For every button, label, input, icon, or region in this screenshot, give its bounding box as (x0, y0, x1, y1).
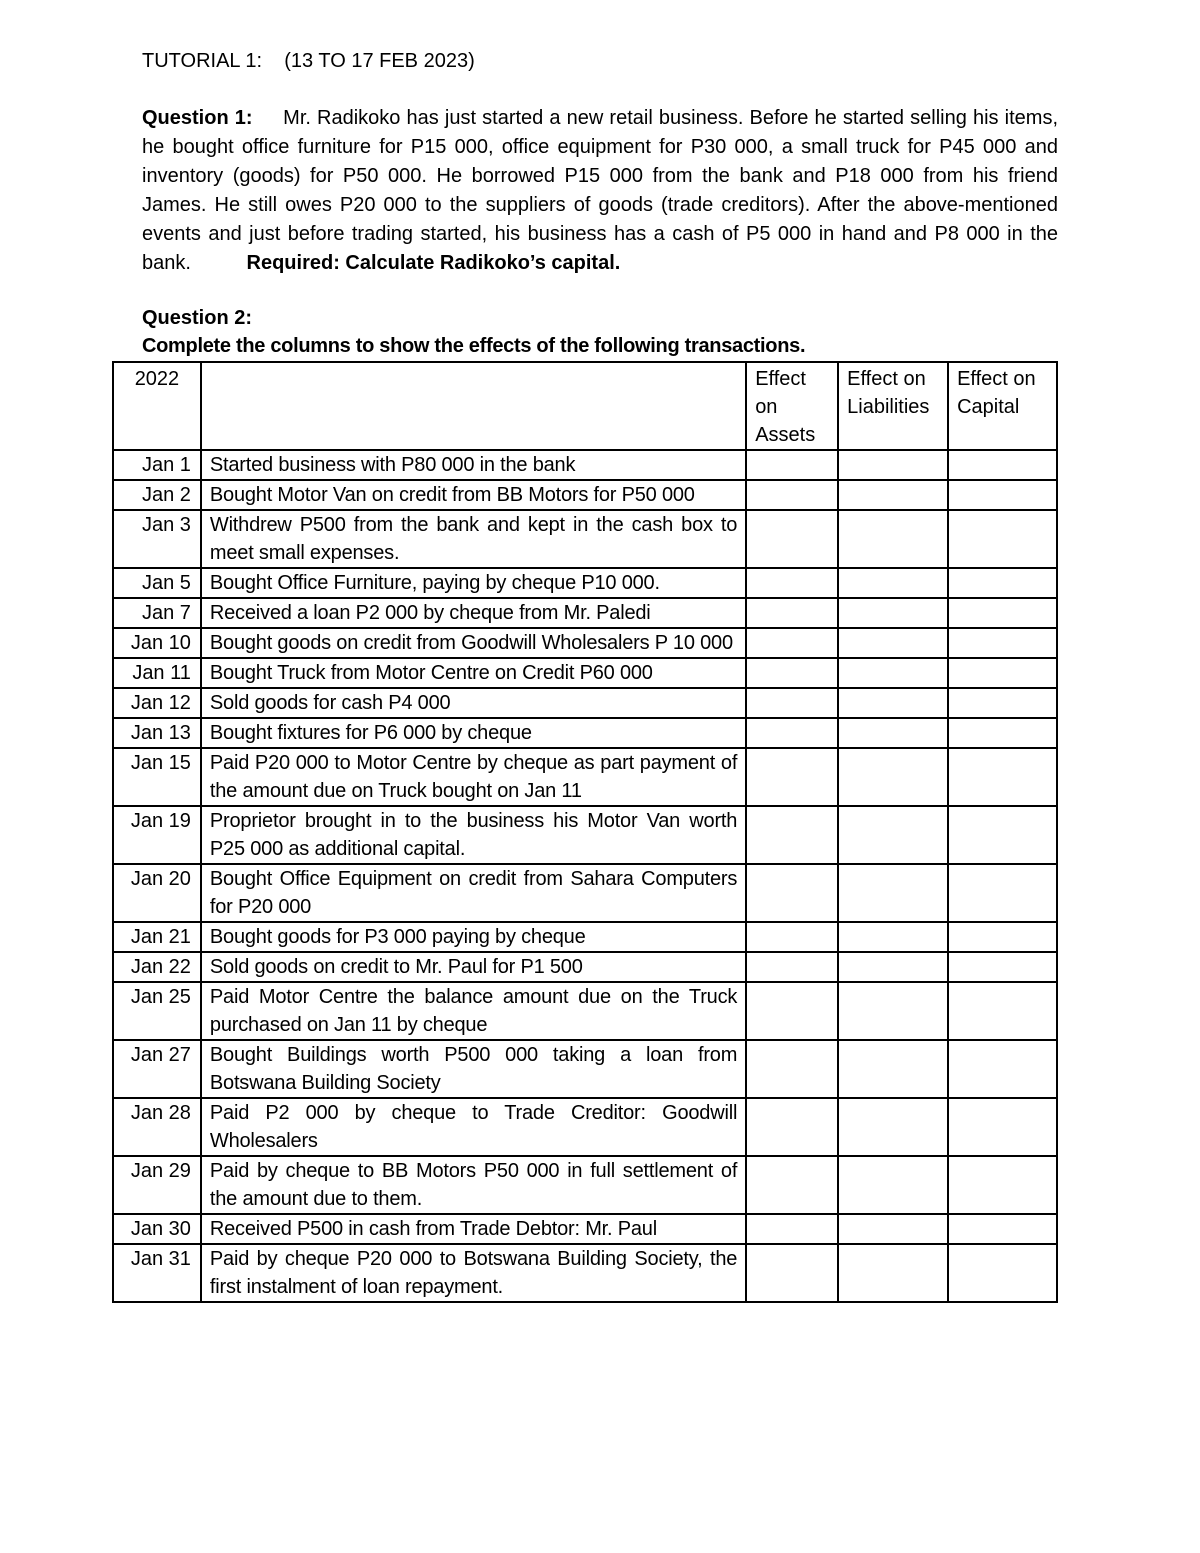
table-row (113, 598, 1057, 628)
transaction-date: Jan 21 (113, 922, 201, 952)
effect-on-capital-cell[interactable] (948, 598, 1057, 628)
transaction-date: Jan 12 (113, 688, 201, 718)
table-header-row (113, 362, 1057, 450)
transaction-description: Bought fixtures for P6 000 by cheque (201, 718, 746, 748)
effect-on-assets-cell[interactable] (746, 688, 838, 718)
effect-on-liabilities-cell[interactable] (838, 450, 948, 480)
header-description (201, 362, 746, 450)
table-row (113, 806, 1057, 864)
effect-on-liabilities-cell[interactable] (838, 982, 948, 1040)
header-effect-capital: Effect on Capital (948, 362, 1057, 450)
transaction-description: Received a loan P2 000 by cheque from Mr. Paledi (201, 598, 746, 628)
transaction-description: Paid P2 000 by cheque to Trade Creditor: Goodwill Wholesalers (201, 1098, 746, 1156)
transaction-date: Jan 10 (113, 628, 201, 658)
table-row (113, 1156, 1057, 1214)
effect-on-liabilities-cell[interactable] (838, 628, 948, 658)
header-year: 2022 (113, 362, 201, 450)
question-2-instruction: Complete the columns to show the effects of the following transactions. (142, 335, 806, 357)
question-1-required: Required: Calculate Radikoko’s capital. (246, 252, 621, 274)
effect-on-capital-cell[interactable] (948, 480, 1057, 510)
transaction-description: Sold goods on credit to Mr. Paul for P1 500 (201, 952, 746, 982)
table-row (113, 1244, 1057, 1302)
effect-on-liabilities-cell[interactable] (838, 718, 948, 748)
transaction-description: Started business with P80 000 in the bank (201, 450, 746, 480)
transaction-date: Jan 1 (113, 450, 201, 480)
transaction-date: Jan 25 (113, 982, 201, 1040)
effect-on-assets-cell[interactable] (746, 1156, 838, 1214)
effect-on-capital-cell[interactable] (948, 1214, 1057, 1244)
effect-on-liabilities-cell[interactable] (838, 748, 948, 806)
transaction-description: Bought goods for P3 000 paying by cheque (201, 922, 746, 952)
effect-on-liabilities-cell[interactable] (838, 1244, 948, 1302)
table-row (113, 1040, 1057, 1098)
transaction-description: Bought Office Furniture, paying by cheque P10 000. (201, 568, 746, 598)
effect-on-capital-cell[interactable] (948, 982, 1057, 1040)
effect-on-assets-cell[interactable] (746, 450, 838, 480)
table-row (113, 1098, 1057, 1156)
transaction-date: Jan 3 (113, 510, 201, 568)
effect-on-capital-cell[interactable] (948, 450, 1057, 480)
effect-on-assets-cell[interactable] (746, 1040, 838, 1098)
table-row (113, 480, 1057, 510)
transaction-description: Bought Office Equipment on credit from Sahara Computers for P20 000 (201, 864, 746, 922)
effect-on-capital-cell[interactable] (948, 748, 1057, 806)
effect-on-capital-cell[interactable] (948, 1244, 1057, 1302)
table-row (113, 628, 1057, 658)
header-effect-liabilities: Effect on Liabilities (838, 362, 948, 450)
effect-on-liabilities-cell[interactable] (838, 480, 948, 510)
effect-on-capital-cell[interactable] (948, 806, 1057, 864)
question-1-label: Question 1: (142, 107, 253, 129)
effect-on-liabilities-cell[interactable] (838, 568, 948, 598)
effect-on-capital-cell[interactable] (948, 1098, 1057, 1156)
effect-on-assets-cell[interactable] (746, 952, 838, 982)
document-page (142, 48, 1058, 359)
transaction-date: Jan 22 (113, 952, 201, 982)
table-row (113, 568, 1057, 598)
effect-on-liabilities-cell[interactable] (838, 510, 948, 568)
question-1-text: Mr. Radikoko has just started a new retail business. Before he started selling his items, he bought office furniture for P15 000, office equipment for P30 000, a small truck for P45 000 and inventory (goods) for P50 000. He borrowed P15 000 from the bank and P18 000 from his friend James. He still owes P20 000 to the suppliers of goods (trade creditors). After the above-mentioned events and just before trading started, his business has a cash of P5 000 in hand and P8 000 in the bank. (142, 107, 1058, 274)
effect-on-assets-cell[interactable] (746, 628, 838, 658)
transaction-description: Bought Motor Van on credit from BB Motors for P50 000 (201, 480, 746, 510)
transaction-description: Bought goods on credit from Goodwill Wholesalers P 10 000 (201, 628, 746, 658)
effect-on-assets-cell[interactable] (746, 864, 838, 922)
header-effect-assets: Effect on Assets (746, 362, 838, 450)
transaction-date: Jan 31 (113, 1244, 201, 1302)
transaction-date: Jan 11 (113, 658, 201, 688)
effect-on-capital-cell[interactable] (948, 864, 1057, 922)
effect-on-capital-cell[interactable] (948, 1040, 1057, 1098)
transaction-description: Proprietor brought in to the business his Motor Van worth P25 000 as additional capital. (201, 806, 746, 864)
question-2-label: Question 2: (142, 307, 253, 329)
effect-on-liabilities-cell[interactable] (838, 658, 948, 688)
table-row (113, 718, 1057, 748)
effect-on-capital-cell[interactable] (948, 628, 1057, 658)
effect-on-assets-cell[interactable] (746, 922, 838, 952)
effect-on-capital-cell[interactable] (948, 922, 1057, 952)
page-title: TUTORIAL 1: (13 TO 17 FEB 2023) (142, 50, 475, 72)
transaction-description: Bought Buildings worth P500 000 taking a loan from Botswana Building Society (201, 1040, 746, 1098)
effect-on-assets-cell[interactable] (746, 510, 838, 568)
effect-on-liabilities-cell[interactable] (838, 1098, 948, 1156)
transaction-date: Jan 27 (113, 1040, 201, 1098)
table-row (113, 658, 1057, 688)
question-1 (142, 104, 1058, 278)
table-row (113, 748, 1057, 806)
effect-on-liabilities-cell[interactable] (838, 864, 948, 922)
effect-on-liabilities-cell[interactable] (838, 1214, 948, 1244)
transaction-description: Withdrew P500 from the bank and kept in the cash box to meet small expenses. (201, 510, 746, 568)
effect-on-assets-cell[interactable] (746, 480, 838, 510)
transactions-table (112, 361, 1058, 1303)
effect-on-liabilities-cell[interactable] (838, 952, 948, 982)
transaction-description: Paid by cheque to BB Motors P50 000 in full settlement of the amount due to them. (201, 1156, 746, 1214)
table-row (113, 688, 1057, 718)
effect-on-assets-cell[interactable] (746, 806, 838, 864)
transaction-date: Jan 15 (113, 748, 201, 806)
effect-on-assets-cell[interactable] (746, 658, 838, 688)
transaction-description: Bought Truck from Motor Centre on Credit P60 000 (201, 658, 746, 688)
transaction-date: Jan 2 (113, 480, 201, 510)
effect-on-capital-cell[interactable] (948, 658, 1057, 688)
effect-on-liabilities-cell[interactable] (838, 806, 948, 864)
effect-on-capital-cell[interactable] (948, 718, 1057, 748)
transaction-date: Jan 19 (113, 806, 201, 864)
transaction-date: Jan 30 (113, 1214, 201, 1244)
effect-on-assets-cell[interactable] (746, 718, 838, 748)
transaction-date: Jan 20 (113, 864, 201, 922)
effect-on-assets-cell[interactable] (746, 1098, 838, 1156)
transaction-description: Paid by cheque P20 000 to Botswana Building Society, the first instalment of loan repayment. (201, 1244, 746, 1302)
effect-on-assets-cell[interactable] (746, 568, 838, 598)
transaction-date: Jan 13 (113, 718, 201, 748)
transaction-description: Paid P20 000 to Motor Centre by cheque as part payment of the amount due on Truck bought on Jan 11 (201, 748, 746, 806)
table-row (113, 864, 1057, 922)
transaction-description: Paid Motor Centre the balance amount due on the Truck purchased on Jan 11 by cheque (201, 982, 746, 1040)
transaction-date: Jan 28 (113, 1098, 201, 1156)
effect-on-capital-cell[interactable] (948, 510, 1057, 568)
table-row (113, 982, 1057, 1040)
transaction-description: Received P500 in cash from Trade Debtor: Mr. Paul (201, 1214, 746, 1244)
effect-on-capital-cell[interactable] (948, 952, 1057, 982)
effect-on-assets-cell[interactable] (746, 982, 838, 1040)
effect-on-assets-cell[interactable] (746, 598, 838, 628)
effect-on-capital-cell[interactable] (948, 1156, 1057, 1214)
effect-on-liabilities-cell[interactable] (838, 1040, 948, 1098)
effect-on-liabilities-cell[interactable] (838, 922, 948, 952)
transaction-date: Jan 5 (113, 568, 201, 598)
effect-on-liabilities-cell[interactable] (838, 688, 948, 718)
table-row (113, 952, 1057, 982)
effect-on-capital-cell[interactable] (948, 568, 1057, 598)
effect-on-assets-cell[interactable] (746, 1244, 838, 1302)
transaction-date: Jan 29 (113, 1156, 201, 1214)
effect-on-assets-cell[interactable] (746, 748, 838, 806)
table-row (113, 1214, 1057, 1244)
transaction-description: Sold goods for cash P4 000 (201, 688, 746, 718)
transaction-date: Jan 7 (113, 598, 201, 628)
effect-on-assets-cell[interactable] (746, 1214, 838, 1244)
table-row (113, 510, 1057, 568)
table-row (113, 450, 1057, 480)
effect-on-liabilities-cell[interactable] (838, 598, 948, 628)
table-row (113, 922, 1057, 952)
effect-on-capital-cell[interactable] (948, 688, 1057, 718)
table-body (113, 450, 1057, 1302)
effect-on-liabilities-cell[interactable] (838, 1156, 948, 1214)
